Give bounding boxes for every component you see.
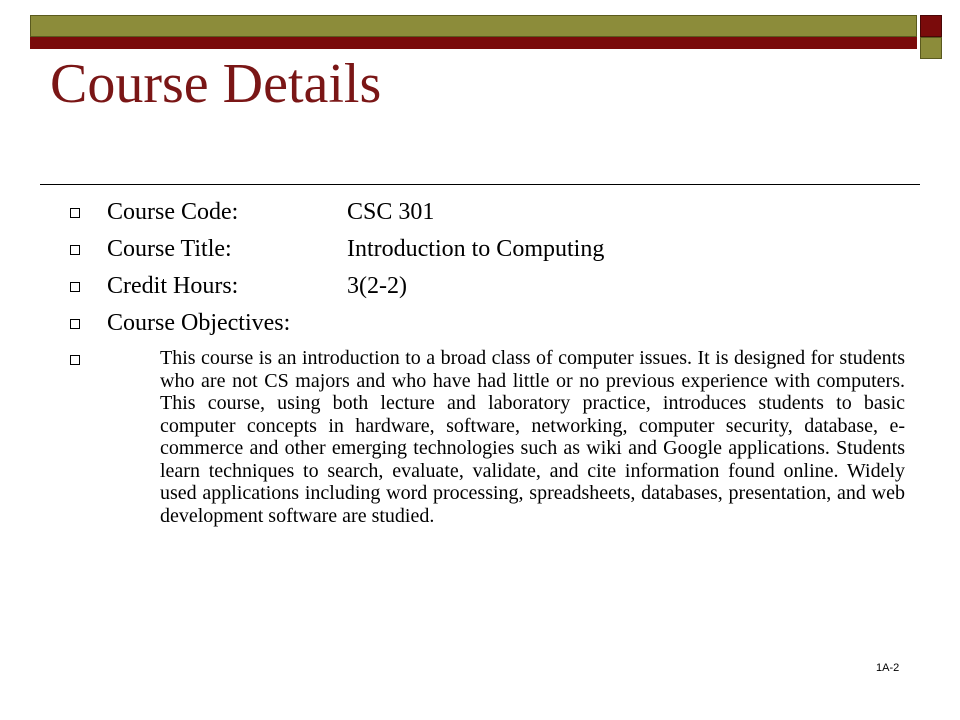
slide-title: Course Details [50,53,382,115]
title-divider [40,184,920,185]
slide-number: 1A-2 [876,662,900,674]
course-code-row [107,197,434,227]
course-code-label: Course Code: [107,199,239,225]
corner-square-olive [920,37,942,59]
bullet-square-icon [70,208,80,218]
course-title-value: Introduction to Computing [347,236,605,262]
corner-square-red [920,15,942,37]
objectives-paragraph: This course is an introduction to a broad class of computer issues. It is designed for students who are not CS majors and who have had little or no previous experience with computers. This course, using both lecture and laboratory practice, introduces students to basic computer concepts in hardware, software, networking, computer security, database, e-commerce and other emerging technologies such as wiki and Google applications. Students learn techniques to search, evaluate, validate, and cite information found online. Widely used applications including word processing, spreadsheets, databases, presentation, and web development software are studied. [160,347,905,527]
bullet-square-icon [70,319,80,329]
bullet-square-icon [70,282,80,292]
course-title-row [107,234,604,264]
course-objectives-label: Course Objectives: [107,310,291,336]
course-title-label: Course Title: [107,236,232,262]
credit-hours-label: Credit Hours: [107,273,239,299]
bullet-square-icon [70,355,80,365]
credit-hours-value: 3(2-2) [347,273,407,299]
header-bar-red [30,37,917,49]
bullet-square-icon [70,245,80,255]
course-code-value: CSC 301 [347,199,435,225]
header-bar-olive [30,15,917,37]
credit-hours-row [107,271,407,301]
